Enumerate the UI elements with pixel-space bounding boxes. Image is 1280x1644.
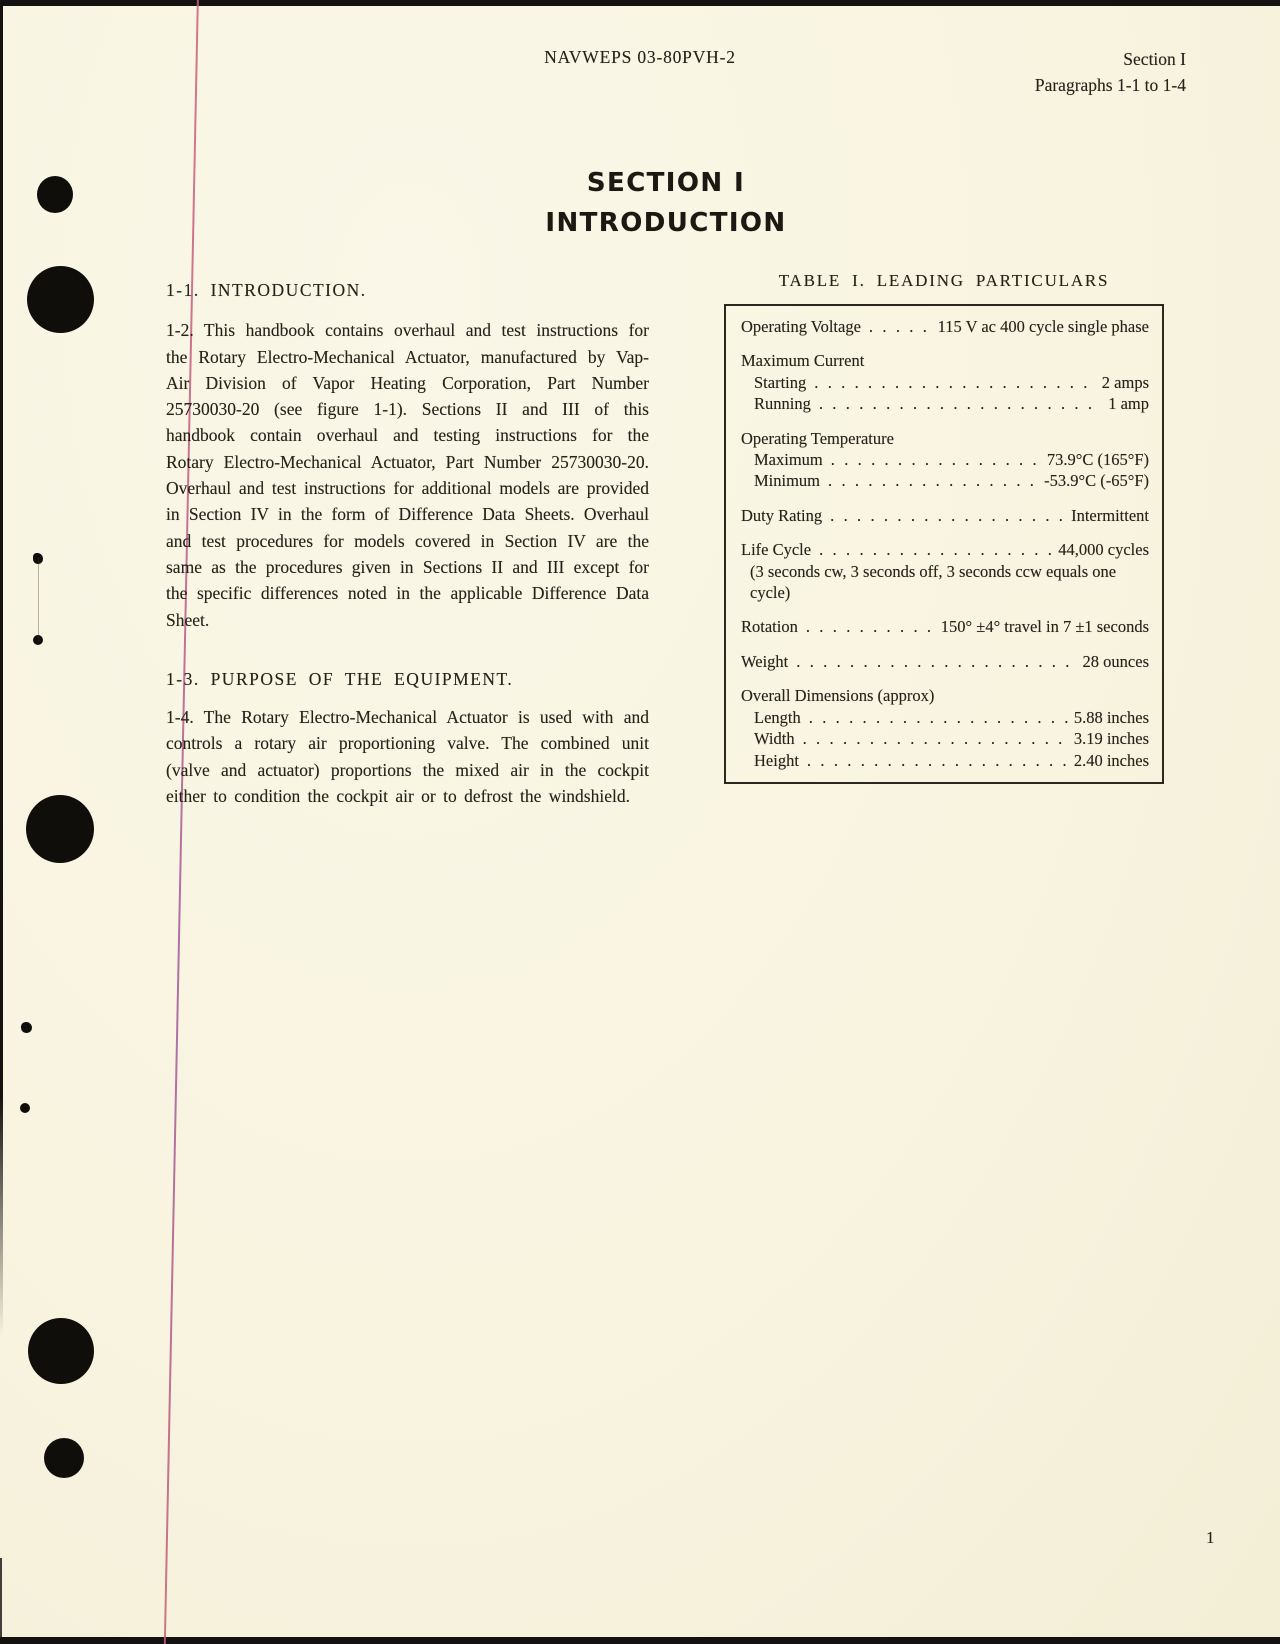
table-row: [741, 316, 1149, 337]
table-section: [741, 616, 1149, 637]
dot-leader: [869, 316, 932, 337]
section-title-block: [170, 163, 1162, 243]
table-section: [741, 316, 1149, 337]
scan-edge-left-lower: [0, 1558, 2, 1638]
dot-leader: [803, 728, 1068, 749]
spec-note: (3 seconds cw, 3 seconds off, 3 seconds ccw equals one cycle): [750, 561, 1117, 603]
punch-hole-large-3: [28, 1318, 94, 1384]
spec-label: Length: [754, 707, 801, 727]
table-section: [741, 539, 1149, 603]
spec-value: 44,000 cycles: [1058, 540, 1149, 560]
right-column: [724, 271, 1164, 784]
spec-label: Maximum: [754, 450, 823, 470]
punch-hole-large-2: [26, 795, 94, 863]
scan-edge-left: [0, 6, 3, 1336]
dot-leader: [828, 470, 1038, 491]
header-section-label: Section I: [1123, 49, 1186, 69]
spec-label: Rotation: [741, 617, 798, 637]
table-row: [741, 539, 1149, 560]
table-row: [741, 616, 1149, 637]
table-row: [741, 505, 1149, 526]
dot-leader: [806, 616, 935, 637]
table-section: [741, 505, 1149, 526]
table-row: [741, 470, 1149, 491]
dot-leader: [814, 372, 1096, 393]
paragraph-1-4: 1-4. The Rotary Electro-Mechanical Actuator is used with and controls a rotary air proportioning valve. The combined unit (valve and actuator) proportions the mixed air in the cockpit either to condition the cockpit air or to defrost the windshield.: [166, 707, 649, 807]
dot-leader: [809, 707, 1068, 728]
table-row: [741, 707, 1149, 728]
spec-value: 2.40 inches: [1073, 750, 1149, 770]
spec-label: Starting: [754, 372, 807, 392]
header-paragraphs-ref: Paragraphs 1-1 to 1-4: [1034, 75, 1186, 95]
scan-edge-top: [0, 0, 1280, 6]
left-column: [166, 277, 649, 809]
dot-leader: [807, 750, 1068, 771]
dot-leader: [819, 539, 1052, 560]
spec-value: 28 ounces: [1082, 651, 1149, 671]
page-fold-line: [164, 0, 199, 1644]
table-section: [741, 651, 1149, 672]
spec-label: Width: [754, 729, 795, 749]
ink-speck-3: [21, 1022, 32, 1033]
table-row: [741, 372, 1149, 393]
spec-value: 73.9°C (165°F): [1046, 450, 1149, 470]
spec-value: 150° ±4° travel in 7 ±1 seconds: [940, 617, 1149, 637]
spec-value: 5.88 inches: [1073, 707, 1149, 727]
spec-label: Life Cycle: [741, 540, 812, 560]
punch-hole-large-1: [27, 266, 94, 333]
table-section: [741, 428, 1149, 492]
spec-group-heading: Maximum Current: [741, 351, 865, 371]
table-row: [741, 449, 1149, 470]
section-title: SECTION I: [586, 168, 746, 198]
spec-value: 115 V ac 400 cycle single phase: [937, 317, 1149, 336]
spec-group-heading: Operating Temperature: [741, 428, 894, 448]
spec-value: -53.9°C (-65°F): [1044, 471, 1149, 491]
spec-label: Minimum: [754, 471, 821, 491]
table-section: [741, 350, 1149, 414]
spec-label: Duty Rating: [741, 505, 823, 525]
punch-hole-small-top: [37, 176, 73, 213]
scan-scratch-line: [38, 558, 39, 642]
spec-value: 1 amp: [1108, 394, 1149, 414]
heading-1-3: 1-3. PURPOSE OF THE EQUIPMENT.: [166, 668, 514, 689]
table-section: [741, 685, 1149, 771]
spec-label: Height: [754, 750, 799, 770]
dot-leader: [796, 651, 1076, 672]
page-number: 1: [1206, 1528, 1215, 1547]
table-row: [741, 728, 1149, 749]
table-row: [741, 393, 1149, 414]
leading-particulars-box: [724, 304, 1164, 784]
table-row: [741, 651, 1149, 672]
heading-1-1: 1-1. INTRODUCTION.: [166, 280, 367, 300]
spec-label: Weight: [741, 651, 789, 671]
scan-edge-bottom: [0, 1637, 1280, 1644]
header-right-block: [1035, 46, 1186, 98]
spec-label: Operating Voltage: [741, 317, 861, 336]
paragraph-1-2: 1-2. This handbook contains overhaul and test instructions for the Rotary Electro-Mechanical Actuator, manufactured by Vap-Air Division of Vapor Heating Corporation, Part Number 25730030-20 (see figure 1-1). Sections II and III of this handbook contain overhaul and testing instructions for the Rotary Electro-Mechanical Actuator, Part Number 25730030-20. Overhaul and test instructions for additional models are provided in Section IV in the form of Difference Data Sheets. Overhaul and test procedures for models covered in Section IV are the same as the procedures given in Sections II and III except for the specific differences noted in the applicable Difference Data Sheet.: [166, 320, 649, 630]
table-row: [741, 750, 1149, 771]
document-number: NAVWEPS 03-80PVH-2: [544, 47, 736, 67]
dot-leader: [819, 393, 1102, 414]
spec-value: 3.19 inches: [1073, 729, 1149, 749]
spec-group-heading: Overall Dimensions (approx): [741, 686, 935, 706]
ink-speck-4: [20, 1103, 30, 1113]
spec-value: 2 amps: [1101, 372, 1149, 392]
spec-value: Intermittent: [1071, 505, 1149, 525]
table-title: TABLE I. LEADING PARTICULARS: [778, 271, 1110, 290]
dot-leader: [831, 449, 1041, 470]
dot-leader: [830, 505, 1065, 526]
spec-label: Running: [754, 394, 811, 414]
punch-hole-small-bottom: [44, 1438, 84, 1478]
section-subtitle: INTRODUCTION: [545, 208, 787, 238]
